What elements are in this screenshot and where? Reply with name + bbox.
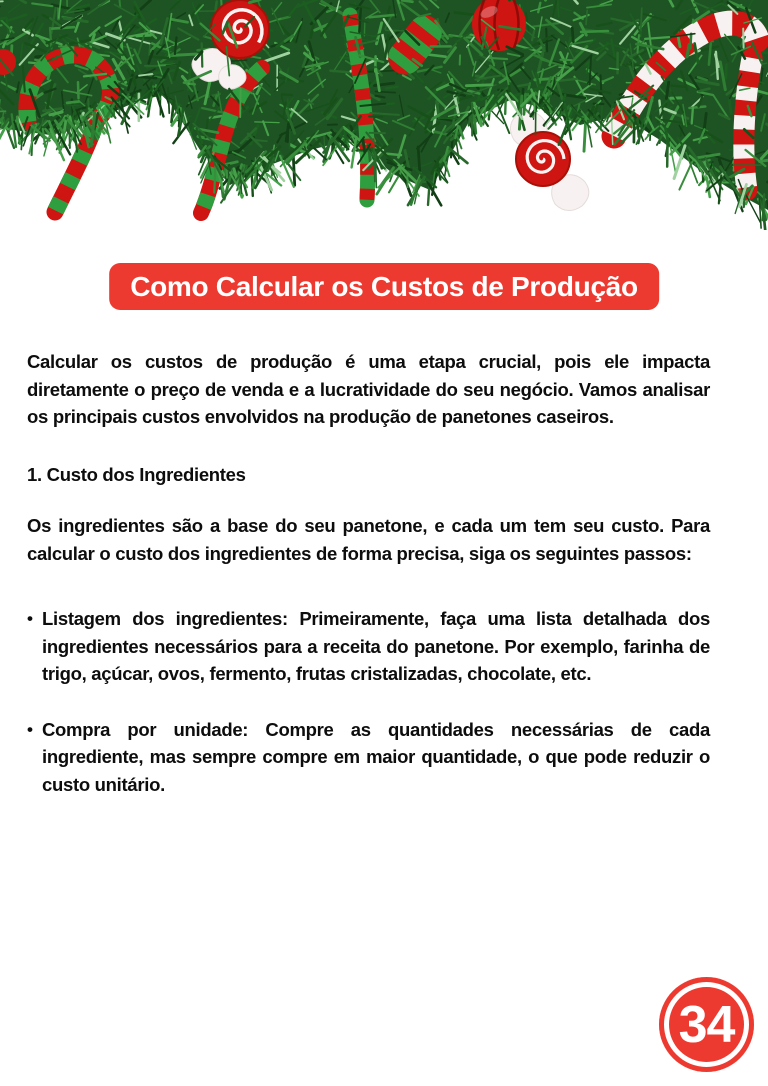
bullet-icon: • — [27, 719, 33, 739]
title-banner — [109, 263, 659, 310]
page-number-badge — [659, 977, 754, 1072]
list-item — [27, 605, 710, 688]
bullet-icon: • — [27, 609, 33, 628]
intro-paragraph: Calcular os custos de produção é uma etapa crucial, pois ele impacta diretamente o preço de venda e a lucratividade do seu negócio. Vamos analisar os principais custos envolvidos na produção de panetones caseiros. — [27, 351, 710, 427]
header-image — [0, 0, 768, 230]
page-content — [27, 348, 710, 798]
christmas-garland-illustration — [0, 0, 768, 230]
list-item-text: Listagem dos ingredientes: Primeiramente, faça uma lista detalhada dos ingredientes necessários para a receita do panetone. Por exemplo, farinha de trigo, açúcar, ovos, fermento, frutas cristalizadas, chocolate, etc. — [42, 608, 710, 684]
list-item — [27, 716, 710, 799]
list-item-text: Compra por unidade: Compre as quantidades necessárias de cada ingrediente, mas sempre compre em maior quantidade, o que pode reduzir o custo unitário. — [42, 718, 710, 795]
section-heading: 1. Custo dos Ingredientes — [27, 463, 246, 485]
candy-cane-red-white-icon — [744, 58, 752, 190]
section-paragraph: Os ingredientes são a base do seu panetone, e cada um tem seu custo. Para calcular o custo dos ingredientes de forma precisa, siga os seguintes passos: — [27, 515, 710, 564]
page-title: Como Calcular os Custos de Produção — [130, 271, 638, 302]
ingredient-steps-list — [27, 605, 710, 798]
page-number: 34 — [678, 995, 735, 1054]
